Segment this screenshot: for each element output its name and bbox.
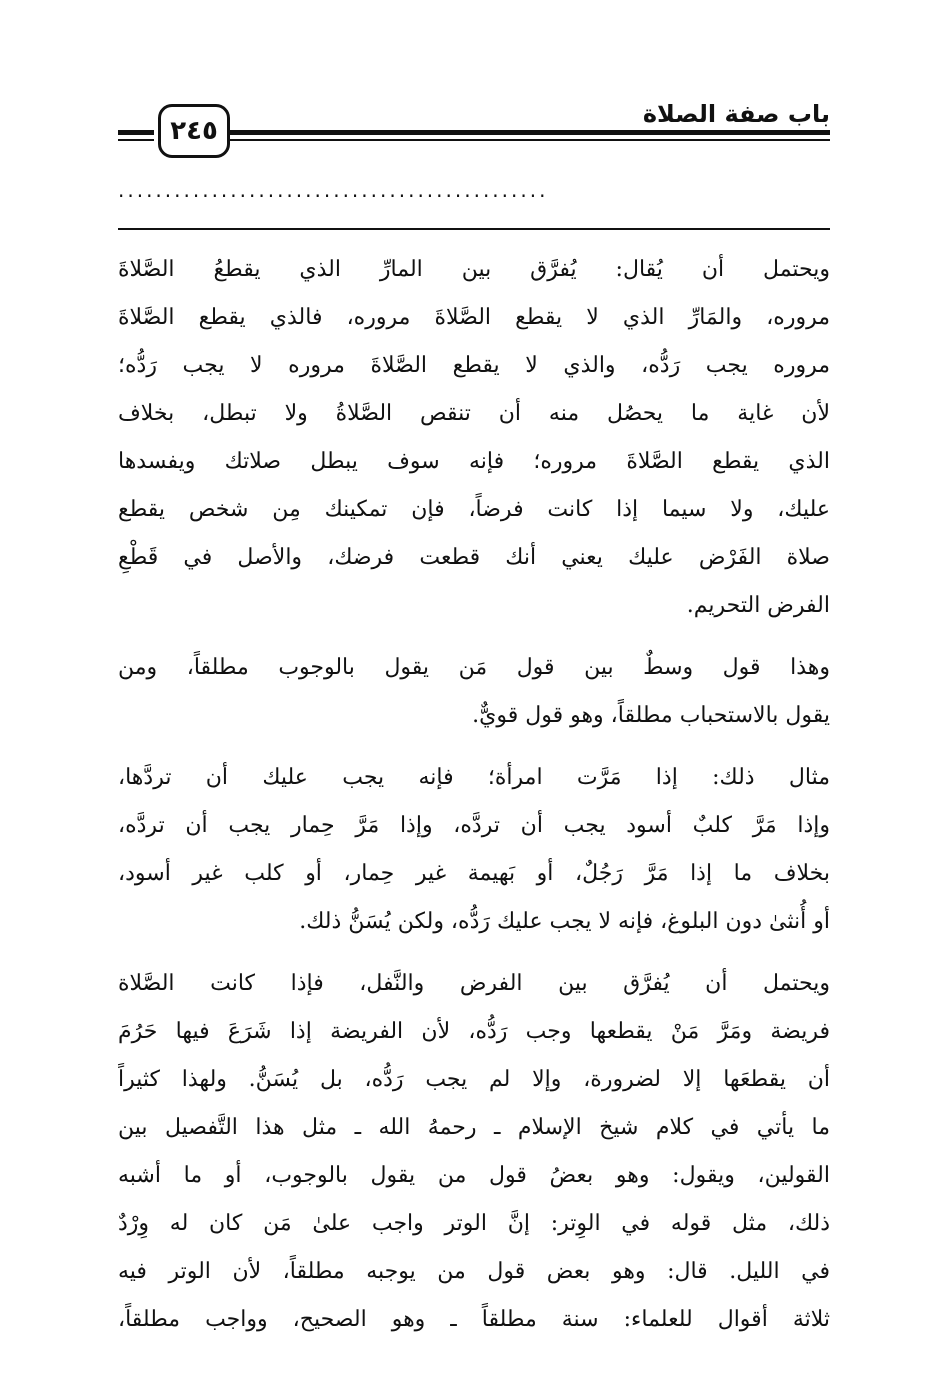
text-line: ذلك، مثل قوله في الوِتر: إنَّ الوتر واجب علىٰ مَن كان له وِرْدٌ [118, 1211, 830, 1236]
text-line: الذي يقطع الصَّلاةَ مروره؛ فإنه سوف يبطل صلاتك ويفسدها [118, 449, 830, 474]
paragraph-2 [118, 644, 830, 740]
text-line: مثال ذلك: إذا مَرَّت امرأة؛ فإنه يجب عليك أن تردَّها، [118, 765, 830, 790]
text-line: في الليل. قال: وهو بعض قول من يوجبه مطلقاً، لأن الوتر فيه [118, 1259, 830, 1284]
text-line: ما يأتي في كلام شيخ الإسلام ـ رحمهُ الله ـ مثل هذا التَّفصيل بين [118, 1115, 830, 1140]
paragraph-3 [118, 754, 830, 946]
text-line: ويحتمل أن يُقال: يُفرَّق بين المارِّ الذي يقطعُ الصَّلاةَ [118, 257, 830, 282]
header-rule-right [230, 130, 830, 135]
text-line: وهذا قول وسطٌ بين قول مَن يقول بالوجوب مطلقاً، ومن [118, 655, 830, 680]
text-line: صلاة الفَرْض عليك يعني أنك قطعت فرضك، والأصل في قَطْعِ [118, 545, 830, 570]
header-rule-right-thin [230, 139, 830, 141]
separator-rule [118, 228, 830, 230]
text-line: ثلاثة أقوال للعلماء: سنة مطلقاً ـ وهو الصحيح، وواجب مطلقاً، [118, 1307, 830, 1332]
page-header [118, 98, 830, 158]
page-number: ٢٤٥ [158, 104, 230, 158]
text-line: ويحتمل أن يُفرَّق بين الفرض والنَّفل، فإذا كانت الصَّلاة [118, 971, 830, 996]
paragraph-1 [118, 246, 830, 630]
text-line: أن يقطعَها إلا لضرورة، وإلا لم يجب رَدُّه، بل يُسَنُّ. ولهذا كثيراً [118, 1067, 830, 1092]
text-line: أو أُنثىٰ دون البلوغ، فإنه لا يجب عليك رَدُّه، ولكن يُسَنُّ ذلك. [299, 909, 830, 934]
footnote-dots: .............................................. [118, 178, 549, 202]
header-rule-left-thin [118, 139, 154, 141]
text-line: الفرض التحريم. [686, 593, 830, 618]
paragraph-4 [118, 960, 830, 1344]
text-line: مروره، والمَارِّ الذي لا يقطع الصَّلاةَ مروره، فالذي يقطع الصَّلاةَ [118, 305, 830, 330]
text-line: وإذا مَرَّ كلبٌ أسود يجب أن تردَّه، وإذا مَرَّ حِمار يجب أن تردَّه، [118, 813, 830, 838]
running-title: باب صفة الصلاة [642, 100, 830, 128]
text-line: القولين، ويقول: وهو بعضُ قول من يقول بالوجوب، أو ما أشبه [118, 1163, 830, 1188]
header-rule-left [118, 130, 154, 135]
text-line: فريضة ومَرَّ مَنْ يقطعها وجب رَدُّه، لأن الفريضة إذا شَرَعَ فيها حَرُمَ [118, 1019, 830, 1044]
text-line: مروره يجب رَدُّه، والذي لا يقطع الصَّلاةَ مروره لا يجب رَدُّه؛ [118, 353, 830, 378]
text-line: يقول بالاستحباب مطلقاً، وهو قول قويٌّ. [472, 703, 830, 728]
body-text [118, 246, 830, 1358]
text-line: لأن غاية ما يحصُل منه أن تنقص الصَّلاةُ ولا تبطل، بخلاف [118, 401, 830, 426]
text-line: عليك، ولا سيما إذا كانت فرضاً، فإن تمكينك مِن شخص يقطع [118, 497, 830, 522]
text-line: بخلاف ما إذا مَرَّ رَجُلٌ، أو بَهيمة غير حِمار، أو كلب غير أسود، [118, 861, 830, 886]
